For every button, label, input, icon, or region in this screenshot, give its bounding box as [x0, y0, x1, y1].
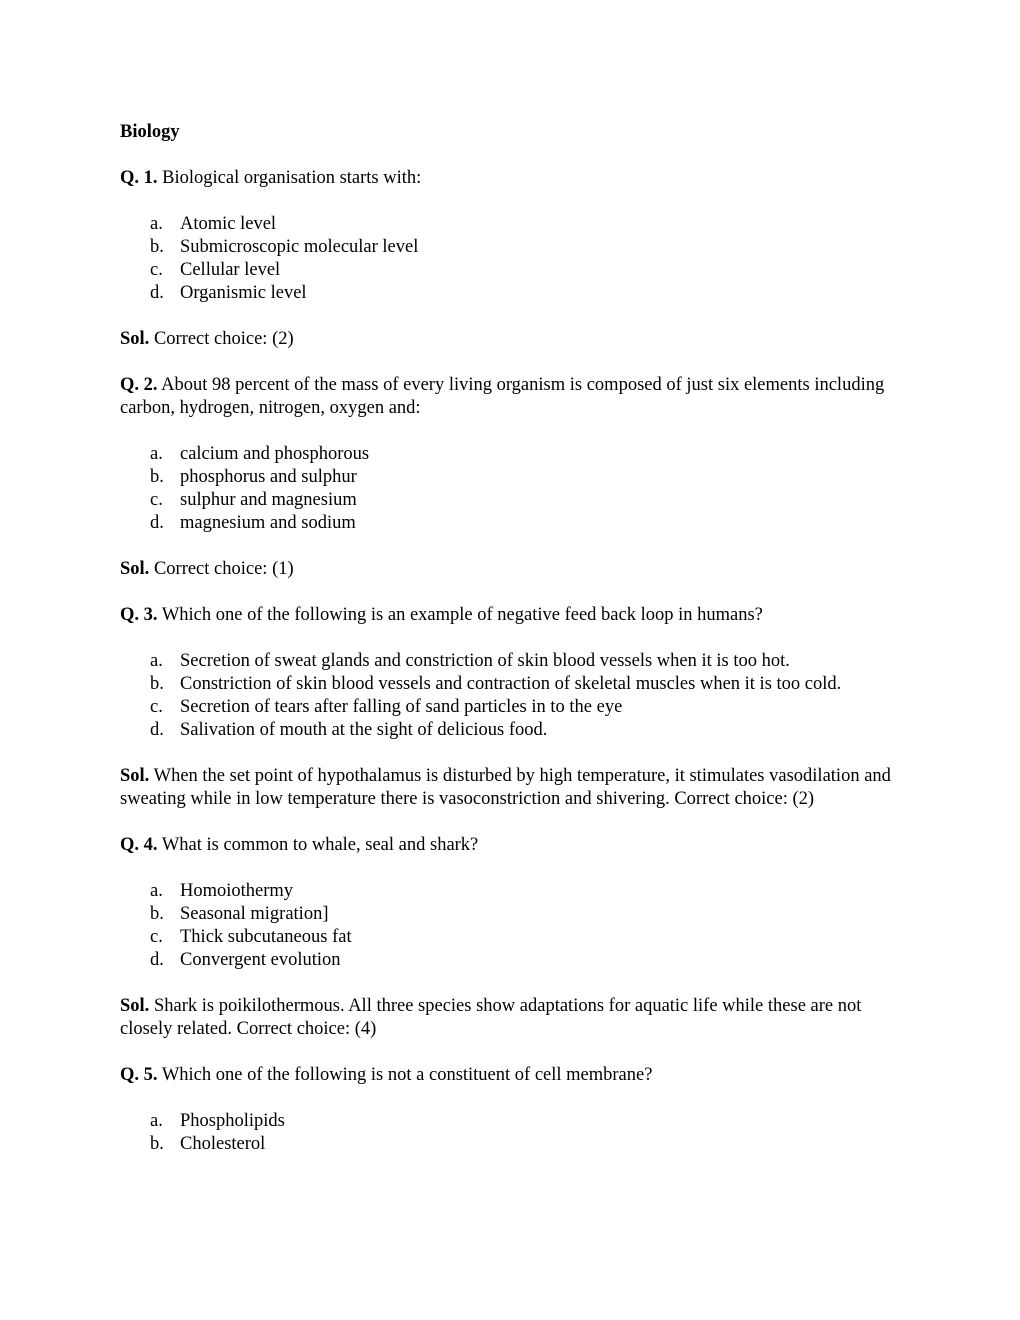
option-d: d. Organismic level: [150, 283, 307, 303]
question-1: [120, 167, 910, 351]
solution-label: Sol.: [120, 559, 150, 579]
option-a: a. Homoiothermy: [150, 881, 294, 901]
option-d: d. Convergent evolution: [150, 950, 341, 970]
option-a: a. Atomic level: [150, 214, 277, 234]
solution-text: Sol. When the set point of hypothalamus is disturbed by high temperature, it stimulates vasodilation and sweating while in low temperature there is vasoconstriction and shivering. Correct choice: (2): [120, 766, 891, 809]
option-c: c. Cellular level: [150, 260, 281, 280]
question-label: Q. 5.: [120, 1065, 158, 1085]
option-a: a. calcium and phosphorous: [150, 444, 370, 464]
option-d: d. Salivation of mouth at the sight of delicious food.: [150, 720, 548, 740]
solution-label: Sol.: [120, 329, 150, 349]
solution-label: Sol.: [120, 766, 150, 786]
question-2: [120, 374, 910, 581]
solution-text: Sol. Correct choice: (2): [120, 329, 294, 349]
option-b: b. Cholesterol: [150, 1134, 266, 1154]
page-title: Biology: [120, 122, 180, 142]
question-3: [120, 604, 910, 811]
question-5: [120, 1064, 910, 1156]
question-label: Q. 4.: [120, 835, 158, 855]
option-c: c. sulphur and magnesium: [150, 490, 357, 510]
question-text: Q. 4. What is common to whale, seal and shark?: [120, 835, 479, 855]
question-4: [120, 834, 910, 1041]
option-b: b. Constriction of skin blood vessels and contraction of skeletal muscles when it is too cold.: [150, 674, 842, 694]
option-c: c. Secretion of tears after falling of sand particles in to the eye: [150, 697, 623, 717]
question-text: Q. 5. Which one of the following is not a constituent of cell membrane?: [120, 1065, 653, 1085]
option-c: c. Thick subcutaneous fat: [150, 927, 352, 947]
option-d: d. magnesium and sodium: [150, 513, 356, 533]
question-text: Q. 3. Which one of the following is an example of negative feed back loop in humans?: [120, 605, 763, 625]
solution-label: Sol.: [120, 996, 150, 1016]
option-a: a. Phospholipids: [150, 1111, 285, 1131]
option-b: b. Seasonal migration]: [150, 904, 329, 924]
options-list: [150, 880, 910, 972]
question-label: Q. 2.: [120, 375, 158, 395]
solution-text: Sol. Correct choice: (1): [120, 559, 294, 579]
options-list: [150, 443, 910, 535]
option-b: b. Submicroscopic molecular level: [150, 237, 419, 257]
question-text: Q. 1. Biological organisation starts with:: [120, 168, 422, 188]
question-label: Q. 1.: [120, 168, 158, 188]
options-list: [150, 1110, 910, 1156]
options-list: [150, 650, 910, 742]
document-page: [120, 121, 910, 1156]
question-label: Q. 3.: [120, 605, 158, 625]
solution-text: Sol. Shark is poikilothermous. All three species show adaptations for aquatic life while these are not closely related. Correct choice: (4): [120, 996, 862, 1039]
options-list: [150, 213, 910, 305]
option-a: a. Secretion of sweat glands and constriction of skin blood vessels when it is too hot.: [150, 651, 790, 671]
option-b: b. phosphorus and sulphur: [150, 467, 357, 487]
question-text: Q. 2. About 98 percent of the mass of every living organism is composed of just six elements including carbon, hydrogen, nitrogen, oxygen and:: [120, 375, 885, 418]
